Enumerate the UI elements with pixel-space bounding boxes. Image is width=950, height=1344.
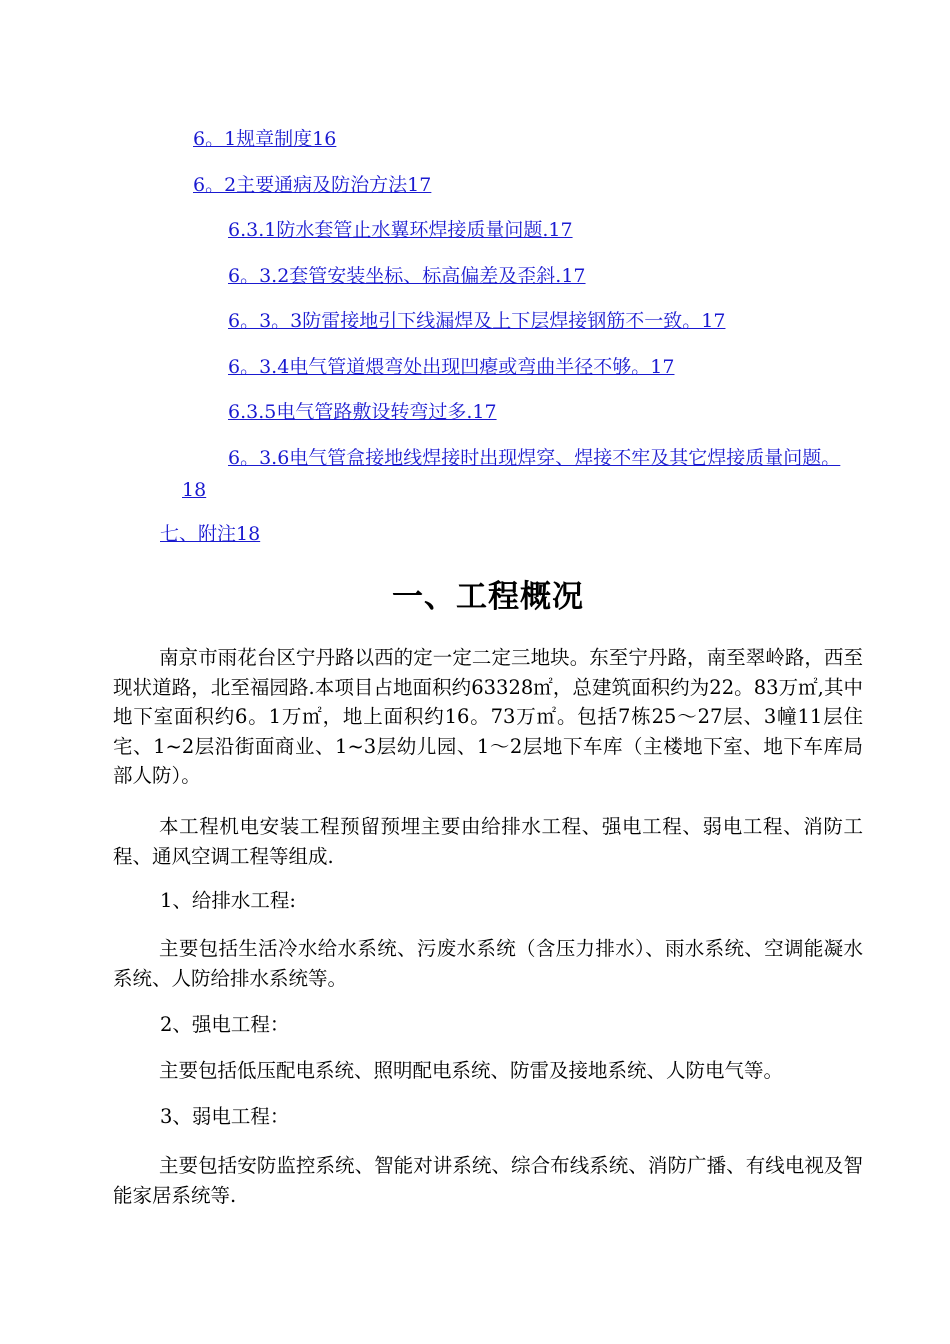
subheading-power: 2、强电工程： [160,1013,290,1036]
toc-item-7[interactable]: 七、附注18 [160,523,261,545]
paragraph-scope: 本工程机电安装工程预留预埋主要由给排水工程、强电工程、弱电工程、消防工程、通风空调工程等组成. [113,815,863,868]
paragraph-low-voltage: 主要包括安防监控系统、智能对讲系统、综合布线系统、消防广播、有线电视及智能家居系统等. [113,1154,863,1207]
section-heading: 一、工程概况 [392,579,584,615]
toc-item-6-3-4[interactable]: 6。3.4电气管道煨弯处出现凹瘪或弯曲半径不够。17 [228,356,675,378]
toc-item-6-3-2[interactable]: 6。3.2套管安装坐标、标高偏差及歪斜.17 [228,265,586,287]
paragraph-overview: 南京市雨花台区宁丹路以西的定一定二定三地块。东至宁丹路，南至翠岭路，西至现状道路，北至福园路.本项目占地面积约63328㎡，总建筑面积约为22。83万㎡,其中地下室面积约6。1万㎡，地上面积约16。73万㎡。包括7栋25～27层、3幢11层住宅、1~2层沿街面商业、1~3层幼儿园、1～2层地下车库（主楼地下室、地下车库局部人防）。 [113,646,863,787]
toc-item-6-3-1[interactable]: 6.3.1防水套管止水翼环焊接质量问题.17 [228,219,573,241]
toc-item-6-3-3[interactable]: 6。3。3防雷接地引下线漏焊及上下层焊接钢筋不一致。17 [228,310,726,332]
subheading-plumbing: 1、给排水工程: [160,889,296,912]
paragraph-power: 主要包括低压配电系统、照明配电系统、防雷及接地系统、人防电气等。 [159,1059,784,1082]
toc-item-6-1[interactable]: 6。1规章制度16 [193,128,337,150]
toc-item-6-2[interactable]: 6。2主要通病及防治方法17 [193,174,432,196]
toc-item-6-3-5[interactable]: 6.3.5电气管路敷设转弯过多.17 [228,401,497,423]
paragraph-plumbing: 主要包括生活冷水给水系统、污废水系统（含压力排水）、雨水系统、空调能凝水系统、人防给排水系统等。 [113,937,863,990]
subheading-low-voltage: 3、弱电工程： [160,1105,290,1128]
toc-item-6-3-6[interactable]: 6。3.6电气管盒接地线焊接时出现焊穿、焊接不牢及其它焊接质量问题。18 [182,447,841,501]
